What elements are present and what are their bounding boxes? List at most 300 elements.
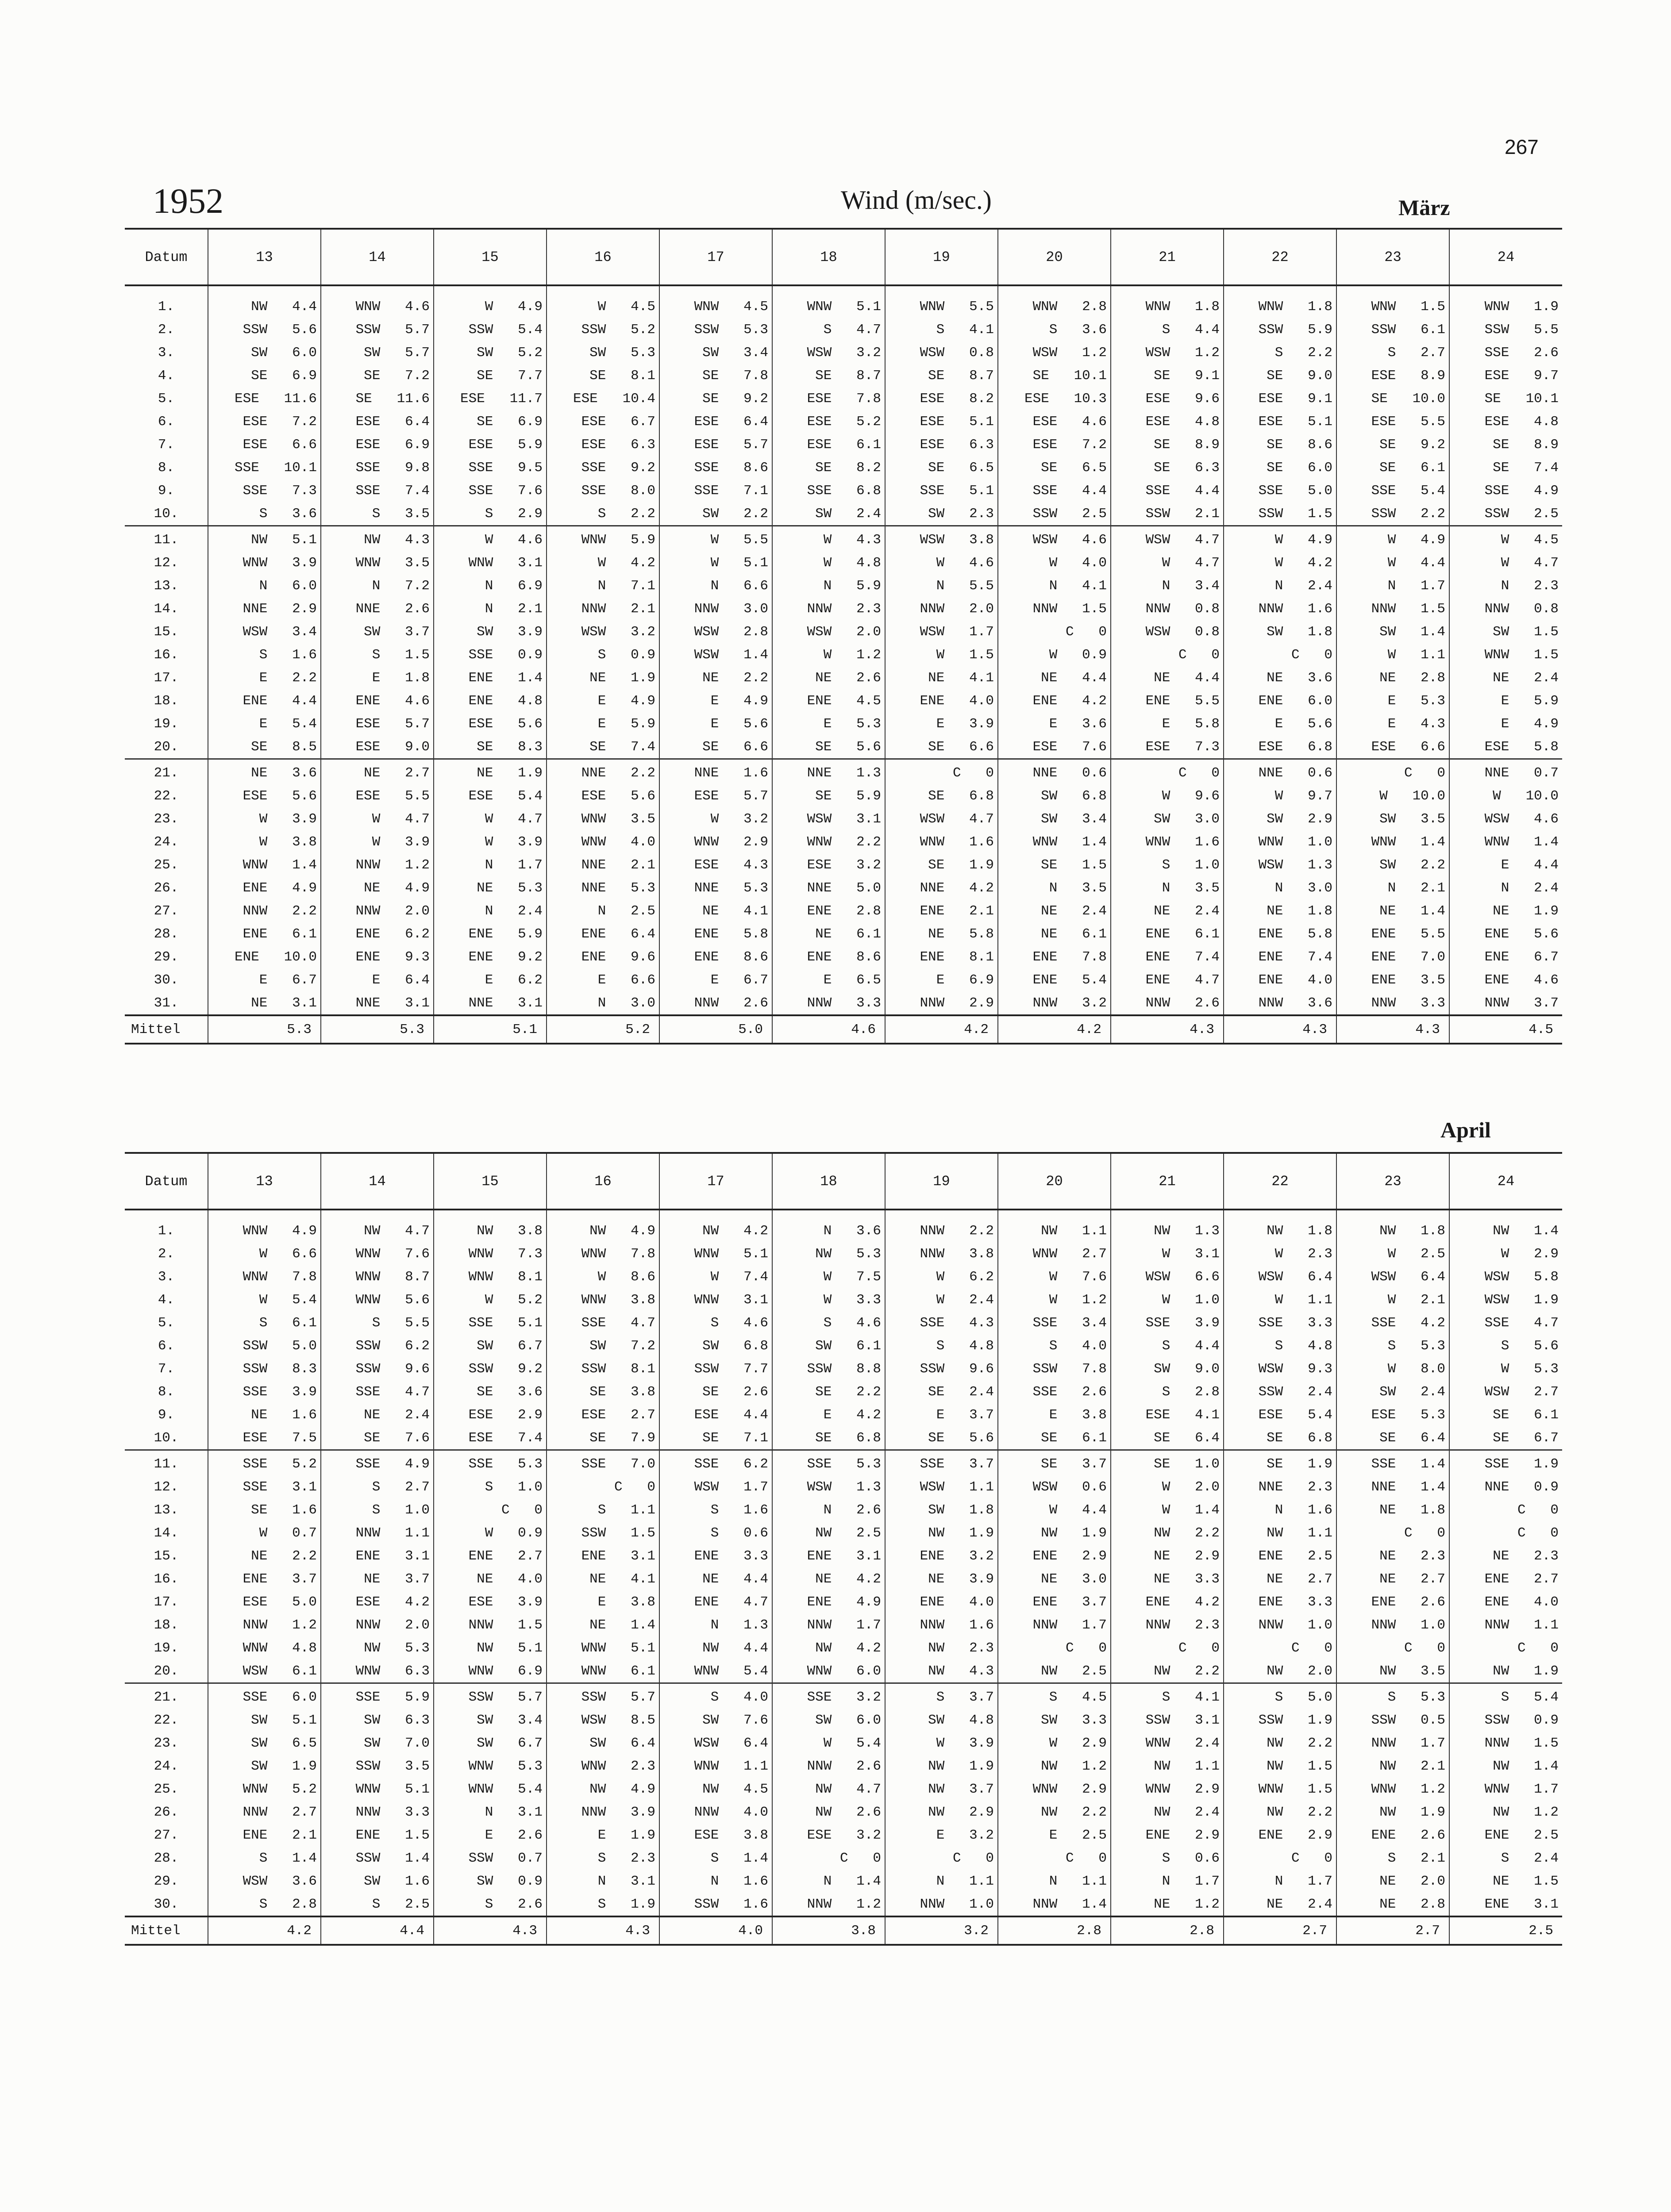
wind-value: N 6.6 [710,578,768,594]
wind-value: S 5.0 [1274,1689,1332,1705]
wind-cell [321,1288,434,1311]
wind-value: N 1.4 [823,1873,881,1889]
wind-cell [1336,1683,1449,1709]
table-row [125,1636,1562,1659]
wind-cell [1449,759,1562,785]
wind-value: NE 4.1 [702,903,768,919]
wind-value: NE 5.8 [928,926,994,942]
wind-value: SSE 7.3 [243,483,317,499]
wind-cell [321,1357,434,1380]
wind-value: W 4.0 [1049,555,1107,571]
wind-value: WNW 3.1 [468,555,543,571]
wind-cell [434,922,547,945]
wind-cell [208,922,321,945]
wind-cell [434,1380,547,1403]
wind-cell [321,295,434,318]
day-cell: 16. [154,1571,179,1587]
wind-cell [1336,759,1449,785]
wind-cell [547,410,659,433]
wind-value: W 9.6 [1162,788,1220,804]
wind-cell [1224,1870,1336,1893]
wind-cell [1224,689,1336,712]
wind-cell [1224,295,1336,318]
wind-value: WNW 5.4 [694,1663,768,1679]
wind-value: S 4.5 [1049,1689,1107,1705]
wind-cell [1111,1450,1224,1476]
header-column: 15 [434,229,547,285]
wind-cell [998,387,1111,410]
wind-value: NNE 1.6 [694,765,768,781]
table-row [125,876,1562,899]
wind-value: NNE 2.6 [355,601,430,617]
wind-cell [1336,1590,1449,1613]
wind-value: SE 6.1 [1493,1407,1559,1423]
wind-value: SE 6.7 [1493,1430,1559,1446]
wind-value: SSE 1.4 [1371,1456,1445,1472]
wind-cell [659,1567,772,1590]
table-row [125,341,1562,364]
mittel-value: 5.1 [434,1015,547,1044]
wind-value: NE 4.4 [1041,670,1107,686]
wind-cell [321,1450,434,1476]
wind-value: S 3.6 [259,506,317,522]
wind-value: W 4.6 [936,555,994,571]
wind-cell [1449,666,1562,689]
wind-value: N 2.4 [1274,578,1332,594]
wind-value: NE 2.7 [364,765,430,781]
wind-value: W 7.5 [823,1269,881,1285]
wind-cell [434,597,547,620]
wind-cell [547,853,659,876]
table-row [125,318,1562,341]
wind-cell [885,876,998,899]
wind-cell [547,456,659,479]
wind-value: SSW 5.2 [581,322,655,338]
wind-cell [321,784,434,807]
wind-value: ENE 3.7 [1032,1594,1107,1610]
wind-value: NNW 1.5 [1484,1735,1559,1751]
wind-cell [772,876,885,899]
wind-value: SSE 4.7 [1484,1315,1559,1331]
wind-cell [434,1590,547,1613]
wind-cell [321,318,434,341]
wind-value: NNE 3.1 [355,995,430,1011]
wind-cell [434,1567,547,1590]
wind-value: NNW 2.0 [355,1617,430,1633]
wind-cell [998,526,1111,552]
wind-cell [547,1636,659,1659]
wind-cell [547,1659,659,1683]
wind-value: C 0 [1404,1640,1445,1656]
wind-value: SSE 4.4 [1145,483,1220,499]
wind-value: NE 2.4 [1493,670,1559,686]
wind-cell [885,1288,998,1311]
wind-cell [321,991,434,1015]
wind-value: NW 1.4 [1493,1223,1559,1239]
wind-value: N 3.4 [1162,578,1220,594]
wind-value: ENE 6.2 [355,926,430,942]
wind-value: NE 4.2 [815,1571,881,1587]
wind-value: WSW 3.4 [243,624,317,640]
wind-value: ENE 4.2 [1145,1594,1220,1610]
wind-cell [1336,899,1449,922]
wind-cell [1111,666,1224,689]
wind-value: SE 8.6 [1267,437,1332,453]
wind-cell [998,1334,1111,1357]
wind-value: SSW 5.4 [468,322,543,338]
wind-cell [434,807,547,830]
wind-value: SE 11.6 [355,391,430,407]
wind-value: WNW 3.5 [355,555,430,571]
wind-cell [1111,1801,1224,1824]
wind-cell [1336,1265,1449,1288]
wind-cell [1111,1219,1224,1242]
wind-cell [1449,1498,1562,1521]
wind-cell [434,1870,547,1893]
wind-cell [1449,876,1562,899]
wind-value: SW 3.7 [364,624,430,640]
wind-cell [321,876,434,899]
wind-value: NNE 2.3 [1258,1479,1332,1495]
header-column: 22 [1224,1153,1336,1210]
wind-cell [1336,876,1449,899]
table-row [125,1824,1562,1847]
wind-value: ESE 2.9 [468,1407,543,1423]
wind-value: WSW 1.7 [694,1479,768,1495]
wind-cell [1449,1380,1562,1403]
wind-value: ESE 7.2 [243,414,317,430]
wind-cell [998,1683,1111,1709]
wind-value: NE 1.9 [1493,903,1559,919]
wind-value: NW 4.4 [702,1640,768,1656]
wind-value: E 4.2 [823,1407,881,1423]
wind-value: ENE 1.4 [468,670,543,686]
wind-cell [659,1683,772,1709]
wind-value: WNW 3.9 [243,555,317,571]
wind-value: NE 2.4 [1267,1896,1332,1912]
wind-cell [1336,1219,1449,1242]
wind-value: NNW 1.0 [1371,1617,1445,1633]
table-row [125,364,1562,387]
wind-cell [547,689,659,712]
wind-value: WSW 6.4 [1258,1269,1332,1285]
wind-value: W 4.9 [1387,532,1445,548]
wind-cell [659,1801,772,1824]
wind-value: SSE 10.1 [234,460,317,476]
wind-value: ENE 4.0 [920,693,994,709]
wind-cell [1449,1357,1562,1380]
wind-cell [321,1659,434,1683]
wind-value: ESE 5.2 [807,414,881,430]
wind-cell [321,341,434,364]
wind-cell [1336,1893,1449,1916]
wind-cell [998,968,1111,991]
wind-value: C 0 [501,1502,543,1518]
header-column: 18 [772,1153,885,1210]
wind-cell [998,1498,1111,1521]
wind-cell [434,1334,547,1357]
wind-cell [321,689,434,712]
wind-cell [208,968,321,991]
wind-value: SSW 5.9 [1258,322,1332,338]
wind-cell [659,1288,772,1311]
wind-cell [772,479,885,502]
wind-value: E 5.6 [1274,716,1332,732]
wind-cell [772,574,885,597]
wind-value: S 4.6 [710,1315,768,1331]
wind-cell [321,526,434,552]
wind-value: ENE 3.1 [807,1548,881,1564]
wind-cell [1111,387,1224,410]
wind-value: C 0 [1065,1640,1107,1656]
wind-value: ENE 2.7 [1484,1571,1559,1587]
wind-value: S 3.7 [936,1689,994,1705]
wind-value: S 4.6 [823,1315,881,1331]
wind-value: N 2.4 [1501,880,1559,896]
wind-cell [772,1311,885,1334]
wind-cell [547,1498,659,1521]
wind-value: S 1.0 [485,1479,543,1495]
wind-cell [1111,735,1224,759]
wind-cell [547,1475,659,1498]
wind-value: ESE 6.4 [355,414,430,430]
wind-value: NW 2.9 [928,1804,994,1820]
wind-value: ENE 5.8 [1258,926,1332,942]
wind-value: SE 1.5 [1041,857,1107,873]
wind-value: SE 7.8 [702,368,768,384]
wind-value: S 2.2 [1274,345,1332,361]
wind-cell [998,1732,1111,1755]
wind-value: WNW 2.2 [807,834,881,850]
wind-value: W 4.3 [823,532,881,548]
wind-cell [434,759,547,785]
wind-value: W 3.1 [1162,1246,1220,1262]
wind-value: SW 0.9 [477,1873,543,1889]
wind-cell [321,712,434,735]
wind-cell [1111,1334,1224,1357]
wind-value: SW 5.3 [589,345,655,361]
wind-cell [208,502,321,526]
wind-value: SW 6.3 [364,1712,430,1728]
wind-value: WNW 2.9 [1032,1781,1107,1797]
wind-value: WSW 0.6 [1032,1479,1107,1495]
wind-cell [434,689,547,712]
wind-value: WSW 6.6 [1145,1269,1220,1285]
wind-value: WNW 1.8 [1258,299,1332,315]
wind-value: NNW 3.9 [581,1804,655,1820]
wind-value: SW 2.9 [1267,811,1332,827]
wind-cell [1111,991,1224,1015]
wind-value: SE 8.9 [1154,437,1220,453]
wind-cell [659,853,772,876]
wind-value: W 4.2 [597,555,655,571]
wind-value: SE 10.1 [1484,391,1559,407]
wind-cell [659,1659,772,1683]
wind-cell [1449,991,1562,1015]
table-row [125,712,1562,735]
wind-value: W 1.0 [1162,1292,1220,1308]
wind-cell [321,1265,434,1288]
wind-cell [1449,1567,1562,1590]
wind-cell [1224,1357,1336,1380]
wind-cell [1111,433,1224,456]
wind-value: WNW 1.6 [920,834,994,850]
wind-cell [659,1544,772,1567]
wind-cell [1111,456,1224,479]
wind-cell [434,968,547,991]
day-cell: 1. [158,1223,175,1239]
wind-value: NE 1.5 [1493,1873,1559,1889]
wind-cell [1336,784,1449,807]
wind-value: SE 5.9 [815,788,881,804]
day-cell: 2. [158,322,175,338]
wind-cell [547,945,659,968]
wind-value: NNW 1.5 [1032,601,1107,617]
wind-value: ENE 4.9 [807,1594,881,1610]
wind-value: SW 1.8 [928,1502,994,1518]
wind-cell [547,899,659,922]
day-cell: 18. [154,1617,179,1633]
wind-cell [998,574,1111,597]
wind-value: NNW 3.2 [1032,995,1107,1011]
wind-value: SE 8.3 [477,739,543,755]
wind-value: NW 2.5 [1041,1663,1107,1679]
wind-cell [208,666,321,689]
wind-value: ENE 3.3 [1258,1594,1332,1610]
mittel-value: 4.3 [1336,1015,1449,1044]
wind-cell [208,876,321,899]
table-row [125,551,1562,574]
wind-cell [1111,526,1224,552]
wind-value: ENE 4.7 [1145,972,1220,988]
wind-cell [1111,1590,1224,1613]
wind-value: SSE 9.8 [355,460,430,476]
table-row [125,1590,1562,1613]
wind-cell [659,807,772,830]
wind-cell [772,456,885,479]
wind-cell [1336,620,1449,643]
wind-value: SSW 6.1 [1371,322,1445,338]
wind-cell [1224,1709,1336,1732]
day-cell: 11. [125,1450,208,1476]
wind-cell [434,1847,547,1870]
wind-value: NW 2.0 [1267,1663,1332,1679]
wind-value: C 0 [1178,765,1220,781]
wind-value: ESE 9.6 [1145,391,1220,407]
wind-value: ESE 10.3 [1024,391,1107,407]
wind-value: ENE 3.7 [243,1571,317,1587]
wind-value: W 0.7 [259,1525,317,1541]
wind-cell [321,945,434,968]
wind-value: W 1.2 [1049,1292,1107,1308]
wind-cell [659,1893,772,1916]
wind-cell [998,1824,1111,1847]
wind-value: SE 2.4 [928,1384,994,1400]
wind-value: NNW 3.3 [807,995,881,1011]
wind-value: ENE 5.4 [1032,972,1107,988]
wind-cell [208,364,321,387]
wind-cell [659,784,772,807]
wind-cell [208,387,321,410]
wind-cell [208,1334,321,1357]
wind-cell [434,526,547,552]
wind-cell [659,387,772,410]
wind-value: ENE 3.5 [1371,972,1445,988]
wind-value: SW 6.5 [251,1735,317,1751]
day-cell: 3. [158,345,175,361]
wind-cell [1111,597,1224,620]
wind-value: SE 8.7 [928,368,994,384]
wind-value: E 3.9 [936,716,994,732]
wind-cell [998,1893,1111,1916]
wind-value: ENE 4.6 [355,693,430,709]
wind-value: NW 2.6 [815,1804,881,1820]
wind-cell [208,620,321,643]
wind-cell [659,410,772,433]
wind-value: ESE 5.7 [694,437,768,453]
wind-value: NNW 2.2 [920,1223,994,1239]
table-row [125,1847,1562,1870]
wind-value: NNW 0.8 [1145,601,1220,617]
wind-value: SSW 1.4 [355,1850,430,1866]
wind-cell [659,945,772,968]
header-column: 18 [772,229,885,285]
wind-cell [885,1403,998,1426]
wind-value: SSW 0.5 [1371,1712,1445,1728]
table-row [125,1659,1562,1683]
wind-value: N 2.1 [1387,880,1445,896]
wind-value: NE 4.0 [477,1571,543,1587]
wind-cell [885,1521,998,1544]
wind-cell [1111,1475,1224,1498]
wind-cell [772,1613,885,1636]
wind-value: N 3.5 [1049,880,1107,896]
wind-cell [547,1380,659,1403]
wind-cell [1224,433,1336,456]
wind-value: NW 2.2 [1041,1804,1107,1820]
wind-value: S 1.9 [597,1896,655,1912]
table-april [125,1152,1562,1946]
wind-value: NE 4.9 [364,880,430,896]
wind-value: NE 3.6 [251,765,317,781]
wind-value: NNW 1.5 [1371,601,1445,617]
wind-cell [659,526,772,552]
wind-cell [1224,1636,1336,1659]
mittel-value: 2.8 [1111,1916,1224,1945]
table-maerz [125,228,1562,1045]
wind-value: ESE 6.6 [243,437,317,453]
wind-value: W 5.4 [259,1292,317,1308]
wind-value: SW 5.1 [251,1712,317,1728]
wind-cell [998,1801,1111,1824]
table-row [125,1613,1562,1636]
wind-cell [772,597,885,620]
wind-value: SSE 3.1 [243,1479,317,1495]
wind-cell [547,295,659,318]
wind-value: ESE 7.2 [1032,437,1107,453]
wind-cell [547,1219,659,1242]
wind-cell [1449,830,1562,853]
table-row [125,1311,1562,1334]
wind-value: NE 2.7 [1379,1571,1445,1587]
wind-cell [998,1544,1111,1567]
wind-value: NNE 5.0 [807,880,881,896]
wind-cell [659,830,772,853]
wind-value: E 5.9 [1501,693,1559,709]
wind-value: S 2.3 [597,1850,655,1866]
wind-cell [1224,551,1336,574]
wind-cell [1336,1824,1449,1847]
